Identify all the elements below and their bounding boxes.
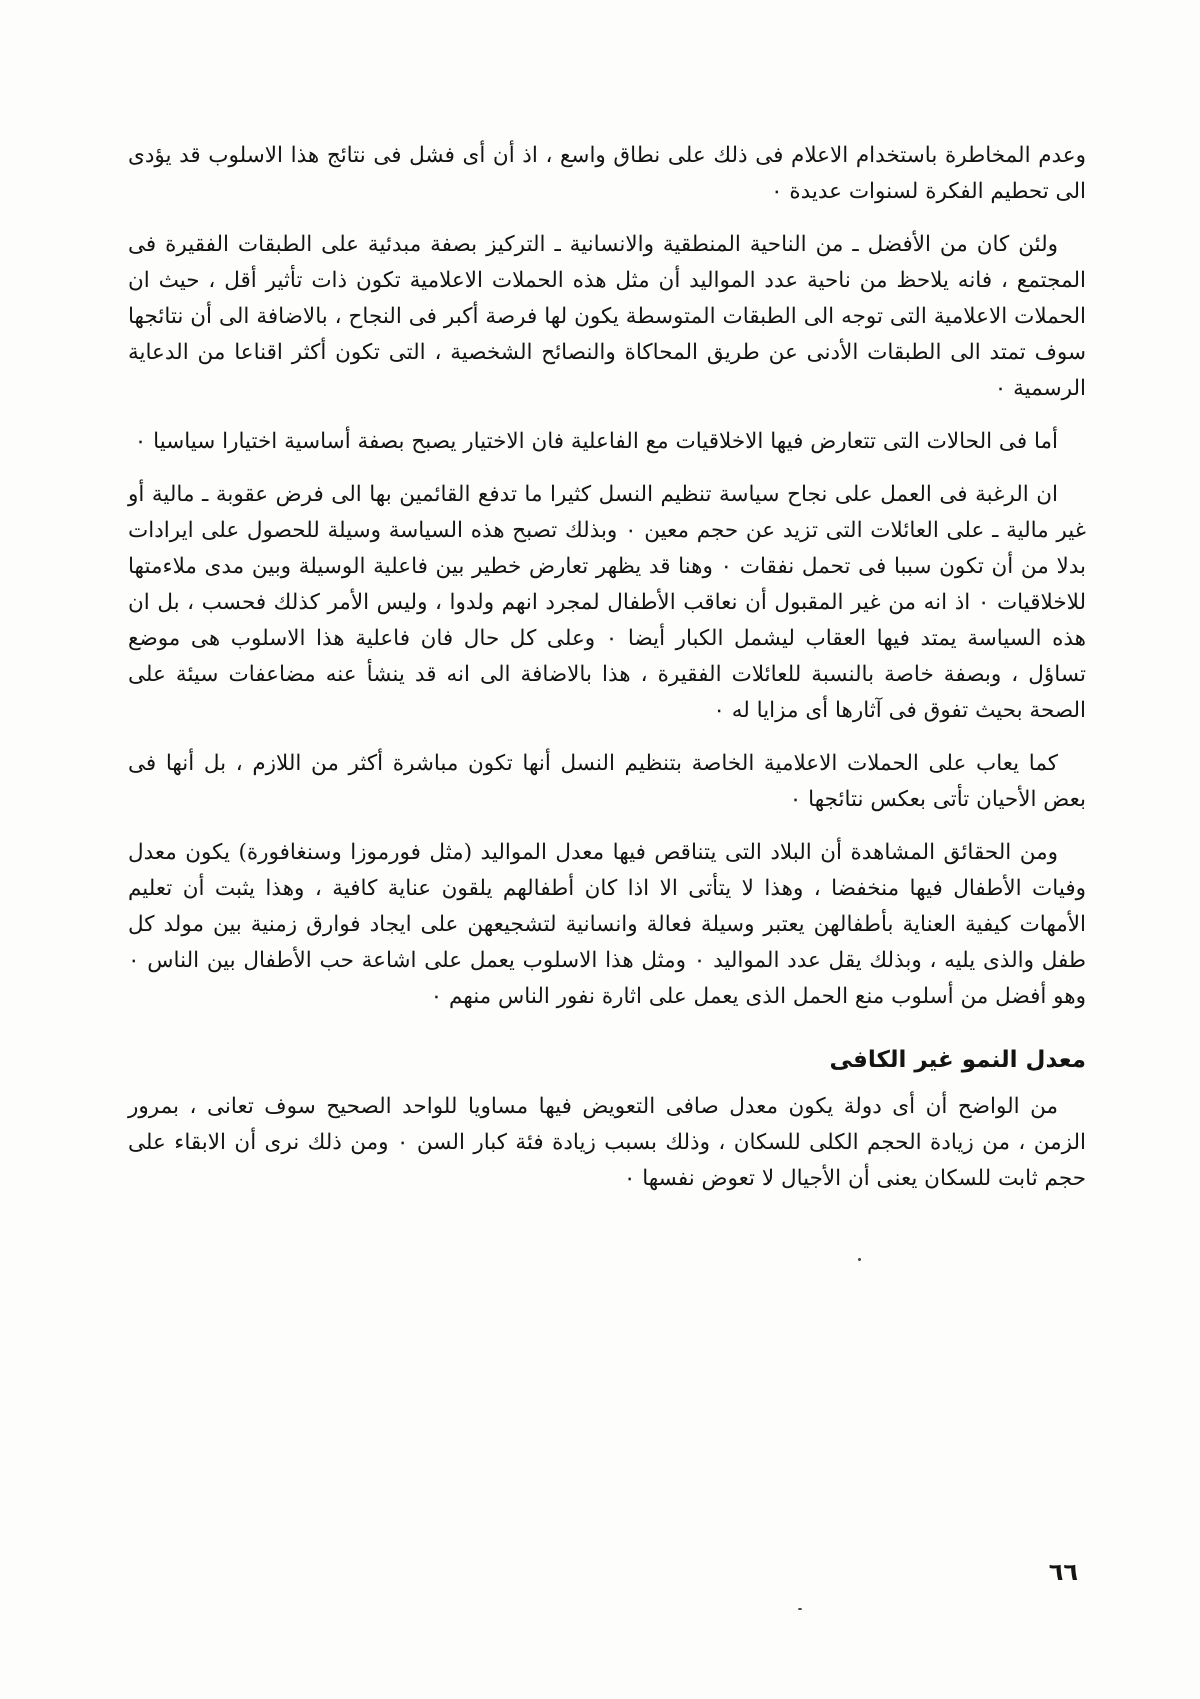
page-body bbox=[128, 138, 1086, 1214]
paragraph-6: ومن الحقائق المشاهدة أن البلاد التى يتناقص فيها معدل المواليد (مثل فورموزا وسنغافورة) يكون معدل وفيات الأطفال فيها منخفضا ، وهذا لا يتأتى الا اذا كان أطفالهم يلقون عناية كافية ، وهذا يثبت أن تعليم الأمهات كيفية العناية بأطفالهن يعتبر وسيلة فعالة وانسانية لتشجيعهن على ايجاد فوارق زمنية بين مولد كل طفل والذى يليه ، وبذلك يقل عدد المواليد ٠ ومثل هذا الاسلوب يعمل على اشاعة حب الأطفال بين الناس ٠ وهو أفضل من أسلوب منع الحمل الذى يعمل على اثارة نفور الناس منهم ٠ bbox=[128, 840, 1086, 1009]
paragraph-5: كما يعاب على الحملات الاعلامية الخاصة بتنظيم النسل أنها تكون مباشرة أكثر من اللازم ، بل أنها فى بعض الأحيان تأتى بعكس نتائجها ٠ bbox=[128, 751, 1086, 812]
section-heading: معدل النمو غير الكافى bbox=[829, 1047, 1086, 1073]
page-number: ٦٦ bbox=[1048, 1558, 1078, 1586]
paragraph-3: أما فى الحالات التى تتعارض فيها الاخلاقيات مع الفاعلية فان الاختيار يصبح بصفة أساسية اختيارا سياسيا ٠ bbox=[134, 429, 1058, 454]
paragraph-1: وعدم المخاطرة باستخدام الاعلام فى ذلك على نطاق واسع ، اذ أن أى فشل فى نتائج هذا الاسلوب قد يؤدى الى تحطيم الفكرة لسنوات عديدة ٠ bbox=[128, 143, 1086, 204]
scan-speck bbox=[798, 1608, 802, 1610]
paragraph-4: ان الرغبة فى العمل على نجاح سياسة تنظيم النسل كثيرا ما تدفع القائمين بها الى فرض عقوبة ـ مالية أو غير مالية ـ على العائلات التى تزيد عن حجم معين ٠ وبذلك تصبح هذه السياسة وسيلة للحصول على ايرادات بدلا من أن تكون سببا فى تحمل نفقات ٠ وهنا قد يظهر تعارض خطير بين فاعلية الوسيلة وبين مدى ملاءمتها للاخلاقيات ٠ اذ انه من غير المقبول أن نعاقب الأطفال لمجرد انهم ولدوا ، وليس الأمر كذلك فحسب ، بل ان هذه السياسة يمتد فيها العقاب ليشمل الكبار أيضا ٠ وعلى كل حال فان فاعلية هذا الاسلوب هى موضع تساؤل ، وبصفة خاصة بالنسبة للعائلات الفقيرة ، هذا بالاضافة الى انه قد ينشأ عنه مضاعفات سيئة على الصحة بحيث تفوق فى آثارها أى مزايا له ٠ bbox=[128, 482, 1086, 723]
paragraph-2: ولئن كان من الأفضل ـ من الناحية المنطقية والانسانية ـ التركيز بصفة مبدئية على الطبقات الفقيرة فى المجتمع ، فانه يلاحظ من ناحية عدد المواليد أن مثل هذه الحملات الاعلامية تكون ذات تأثير أقل ، حيث ان الحملات الاعلامية التى توجه الى الطبقات المتوسطة يكون لها فرصة أكبر فى النجاح ، بالاضافة الى أن نتائجها سوف تمتد الى الطبقات الأدنى عن طريق المحاكاة والنصائح الشخصية ، التى تكون أكثر اقناعا من الدعاية الرسمية ٠ bbox=[128, 232, 1086, 401]
scan-speck bbox=[858, 1258, 861, 1261]
section-paragraph: من الواضح أن أى دولة يكون معدل صافى التعويض فيها مساويا للواحد الصحيح سوف تعانى ، بمرور الزمن ، من زيادة الحجم الكلى للسكان ، وذلك بسبب زيادة فئة كبار السن ٠ ومن ذلك نرى أن الابقاء على حجم ثابت للسكان يعنى أن الأجيال لا تعوض نفسها ٠ bbox=[128, 1094, 1087, 1191]
